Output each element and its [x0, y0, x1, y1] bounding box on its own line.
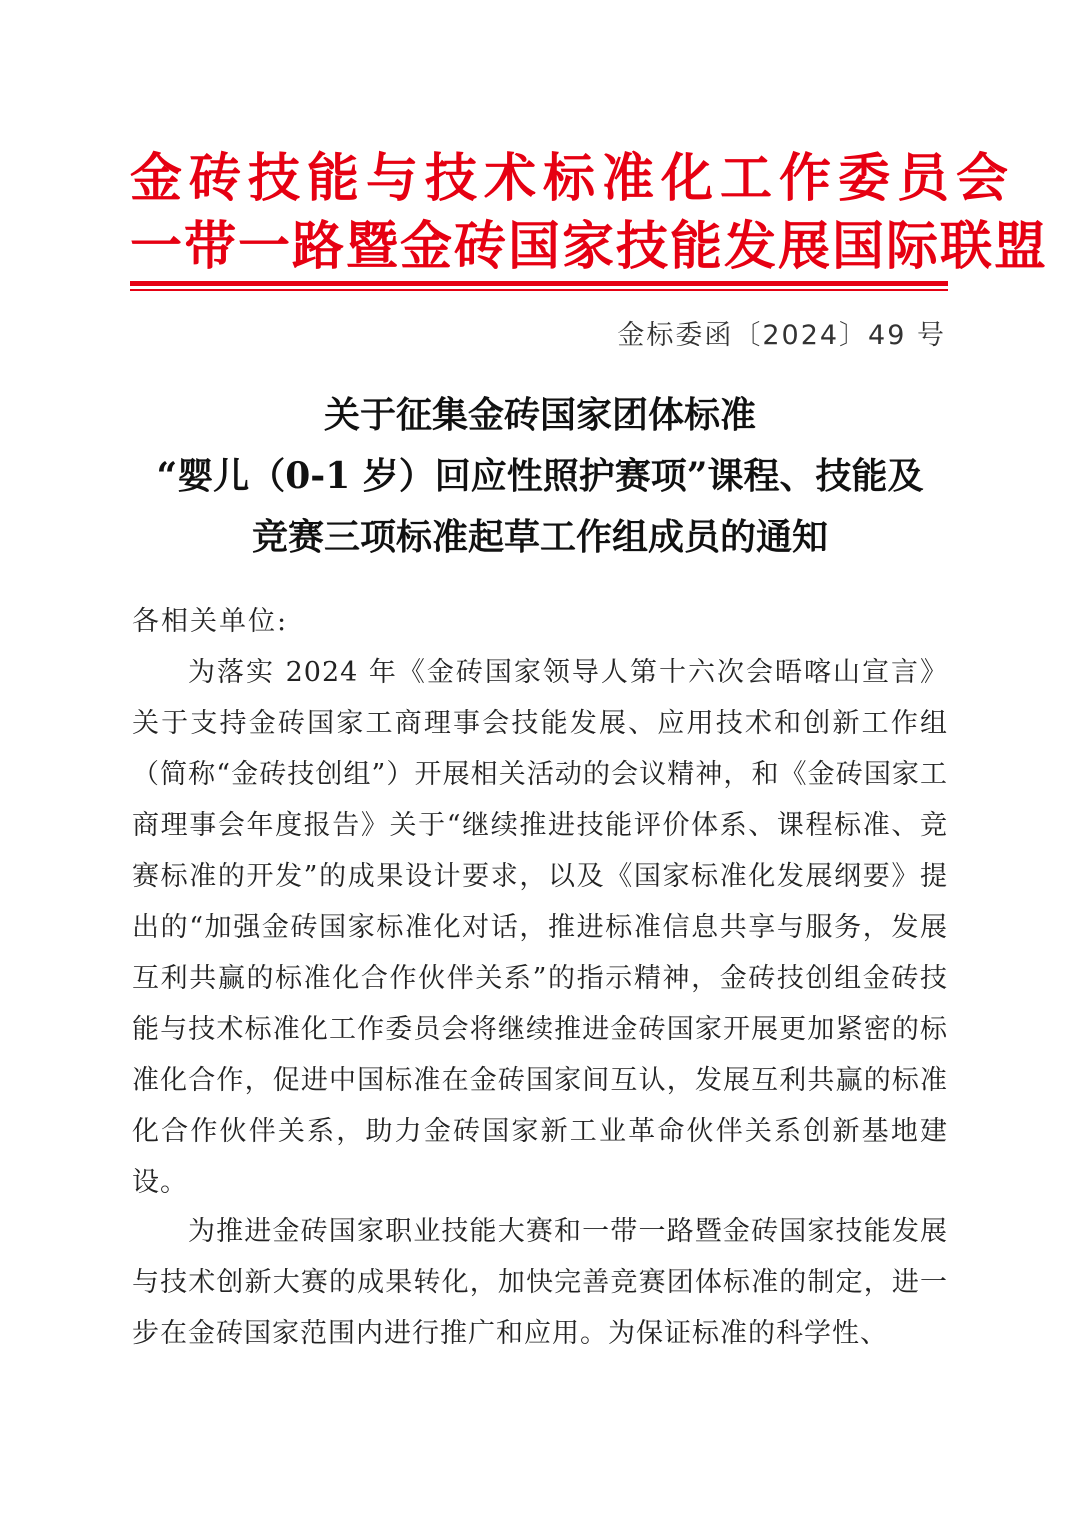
body-paragraph-2: 为推进金砖国家职业技能大赛和一带一路暨金砖国家技能发展与技术创新大赛的成果转化，加快完善竞赛团体标准的制定，进一步在金砖国家范围内进行推广和应用。为保证标准的科学性、 [132, 1216, 948, 1349]
document-number: 金标委函〔2024〕49 号 [617, 320, 946, 351]
notice-title-line-1: 关于征集金砖国家团体标准 [323, 394, 756, 436]
body-paragraph-1: 为落实 2024 年《金砖国家领导人第十六次会晤喀山宣言》关于支持金砖国家工商理事会技能发展、应用技术和创新工作组（简称“金砖技创组”）开展相关活动的会议精神，和《金砖国家工商理事会年度报告》关于“继续推进技能评价体系、课程标准、竞赛标准的开发”的成果设计要求，以及《国家标准化发展纲要》提出的“加强金砖国家标准化对话，推进标准信息共享与服务，发展互利共赢的标准化合作伙伴关系”的指示精神，金砖技创组金砖技能与技术标准化工作委员会将继续推进金砖国家开展更加紧密的标准化合作，促进中国标准在金砖国家间互认，发展互利共赢的标准化合作伙伴关系，助力金砖国家新工业革命伙伴关系创新基地建设。 [132, 657, 948, 1198]
notice-title-line-2: “婴儿（0-1 岁）回应性照护赛项”课程、技能及 [156, 455, 924, 497]
issuer-header-line-2: 一带一路暨金砖国家技能发展国际联盟 [130, 216, 1049, 277]
salutation: 各相关单位: [132, 606, 289, 637]
header-red-rule-thin [130, 289, 948, 291]
header-red-rule-thick [130, 281, 948, 286]
notice-title-line-3: 竞赛三项标准起草工作组成员的通知 [251, 516, 828, 558]
issuer-header-line-1: 金砖技能与技术标准化工作委员会 [130, 148, 1016, 209]
